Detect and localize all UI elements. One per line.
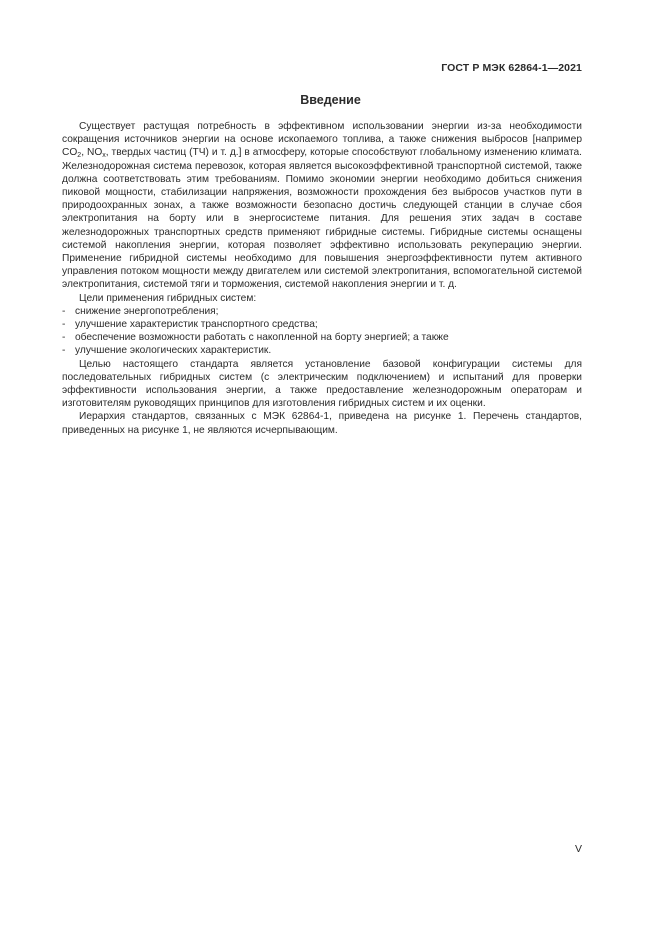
bullet-dash: -	[62, 345, 66, 357]
section-title: Введение	[300, 93, 361, 107]
list-item-text: улучшение характеристик транспортного средства;	[75, 319, 318, 331]
paragraph-hierarchy: Иерархия стандартов, связанных с МЭК 62864-1, приведена на рисунке 1. Перечень стандартов, приведенных на рисунке 1, не являются исчерпывающим.	[62, 411, 582, 436]
document-code-header: ГОСТ Р МЭК 62864-1—2021	[441, 62, 582, 74]
list-item-text: улучшение экологических характеристик.	[75, 345, 272, 357]
list-item-text: обеспечение возможности работать с накопленной на борту энергией; а также	[75, 332, 449, 344]
paragraph-intro	[62, 120, 582, 292]
bullet-dash: -	[62, 319, 66, 331]
list-item	[62, 331, 582, 344]
list-item-text: снижение энергопотребления;	[75, 305, 219, 317]
subscript-2: 2	[77, 152, 82, 160]
goals-lead: Цели применения гибридных систем:	[79, 292, 257, 304]
list-item	[62, 318, 582, 331]
paragraph-purpose: Целью настоящего стандарта является установление базовой конфигурации системы для последовательных гибридных систем (с электрическим подключением) и испытаний для проверки эффективности использования энергии, а также предоставление железнодорожным операторам и изготовителям руководящих принципов для изготовления гибридных систем и их оценки.	[62, 358, 582, 410]
paragraph-intro-part-c: , твердых частиц (ТЧ) и т. д.] в атмосферу, которые способствуют глобальному изменению климата. Железнодорожная система перевозок, которая является высокоэффективной транспортной системой, также должна соответствовать этим требованиям. Помимо экономии энергии необходимо добиться снижения пиковой мощности, стабилизации напряжения, возможности прохождения без выбросов участков пути в природоохранных зонах, а также возможности безопасно достичь следующей станции в случае сбоя электропитания на борту или в энергосистеме питания. Для решения этих задач в составе железнодорожных транспортных средств применяют гибридные системы. Гибридные системы оснащены системой накопления энергии, которая позволяет эффективно использовать рекуперацию энергии. Применение гибридной системы необходимо для повышения энергоэффективности путем активного управления потоком мощности между двигателем или системой электропитания, вспомогательной системой электропитания, системой тяги и торможения, системой накопления энергии и т. д.	[62, 147, 582, 291]
document-body	[62, 120, 582, 437]
list-item	[62, 305, 582, 318]
bullet-dash: -	[62, 305, 66, 317]
subscript-x: x	[102, 152, 106, 160]
page-number: V	[574, 843, 582, 855]
list-item	[62, 344, 582, 357]
goals-list	[62, 305, 582, 358]
bullet-dash: -	[62, 332, 66, 344]
paragraph-intro-part-a: Существует растущая потребность в эффективном использовании энергии из-за необходимости сокращения источников энергии на основе ископаемого топлива, а также снижения выбросов [например CO	[62, 121, 582, 159]
paragraph-intro-part-b: , NO	[81, 147, 103, 159]
